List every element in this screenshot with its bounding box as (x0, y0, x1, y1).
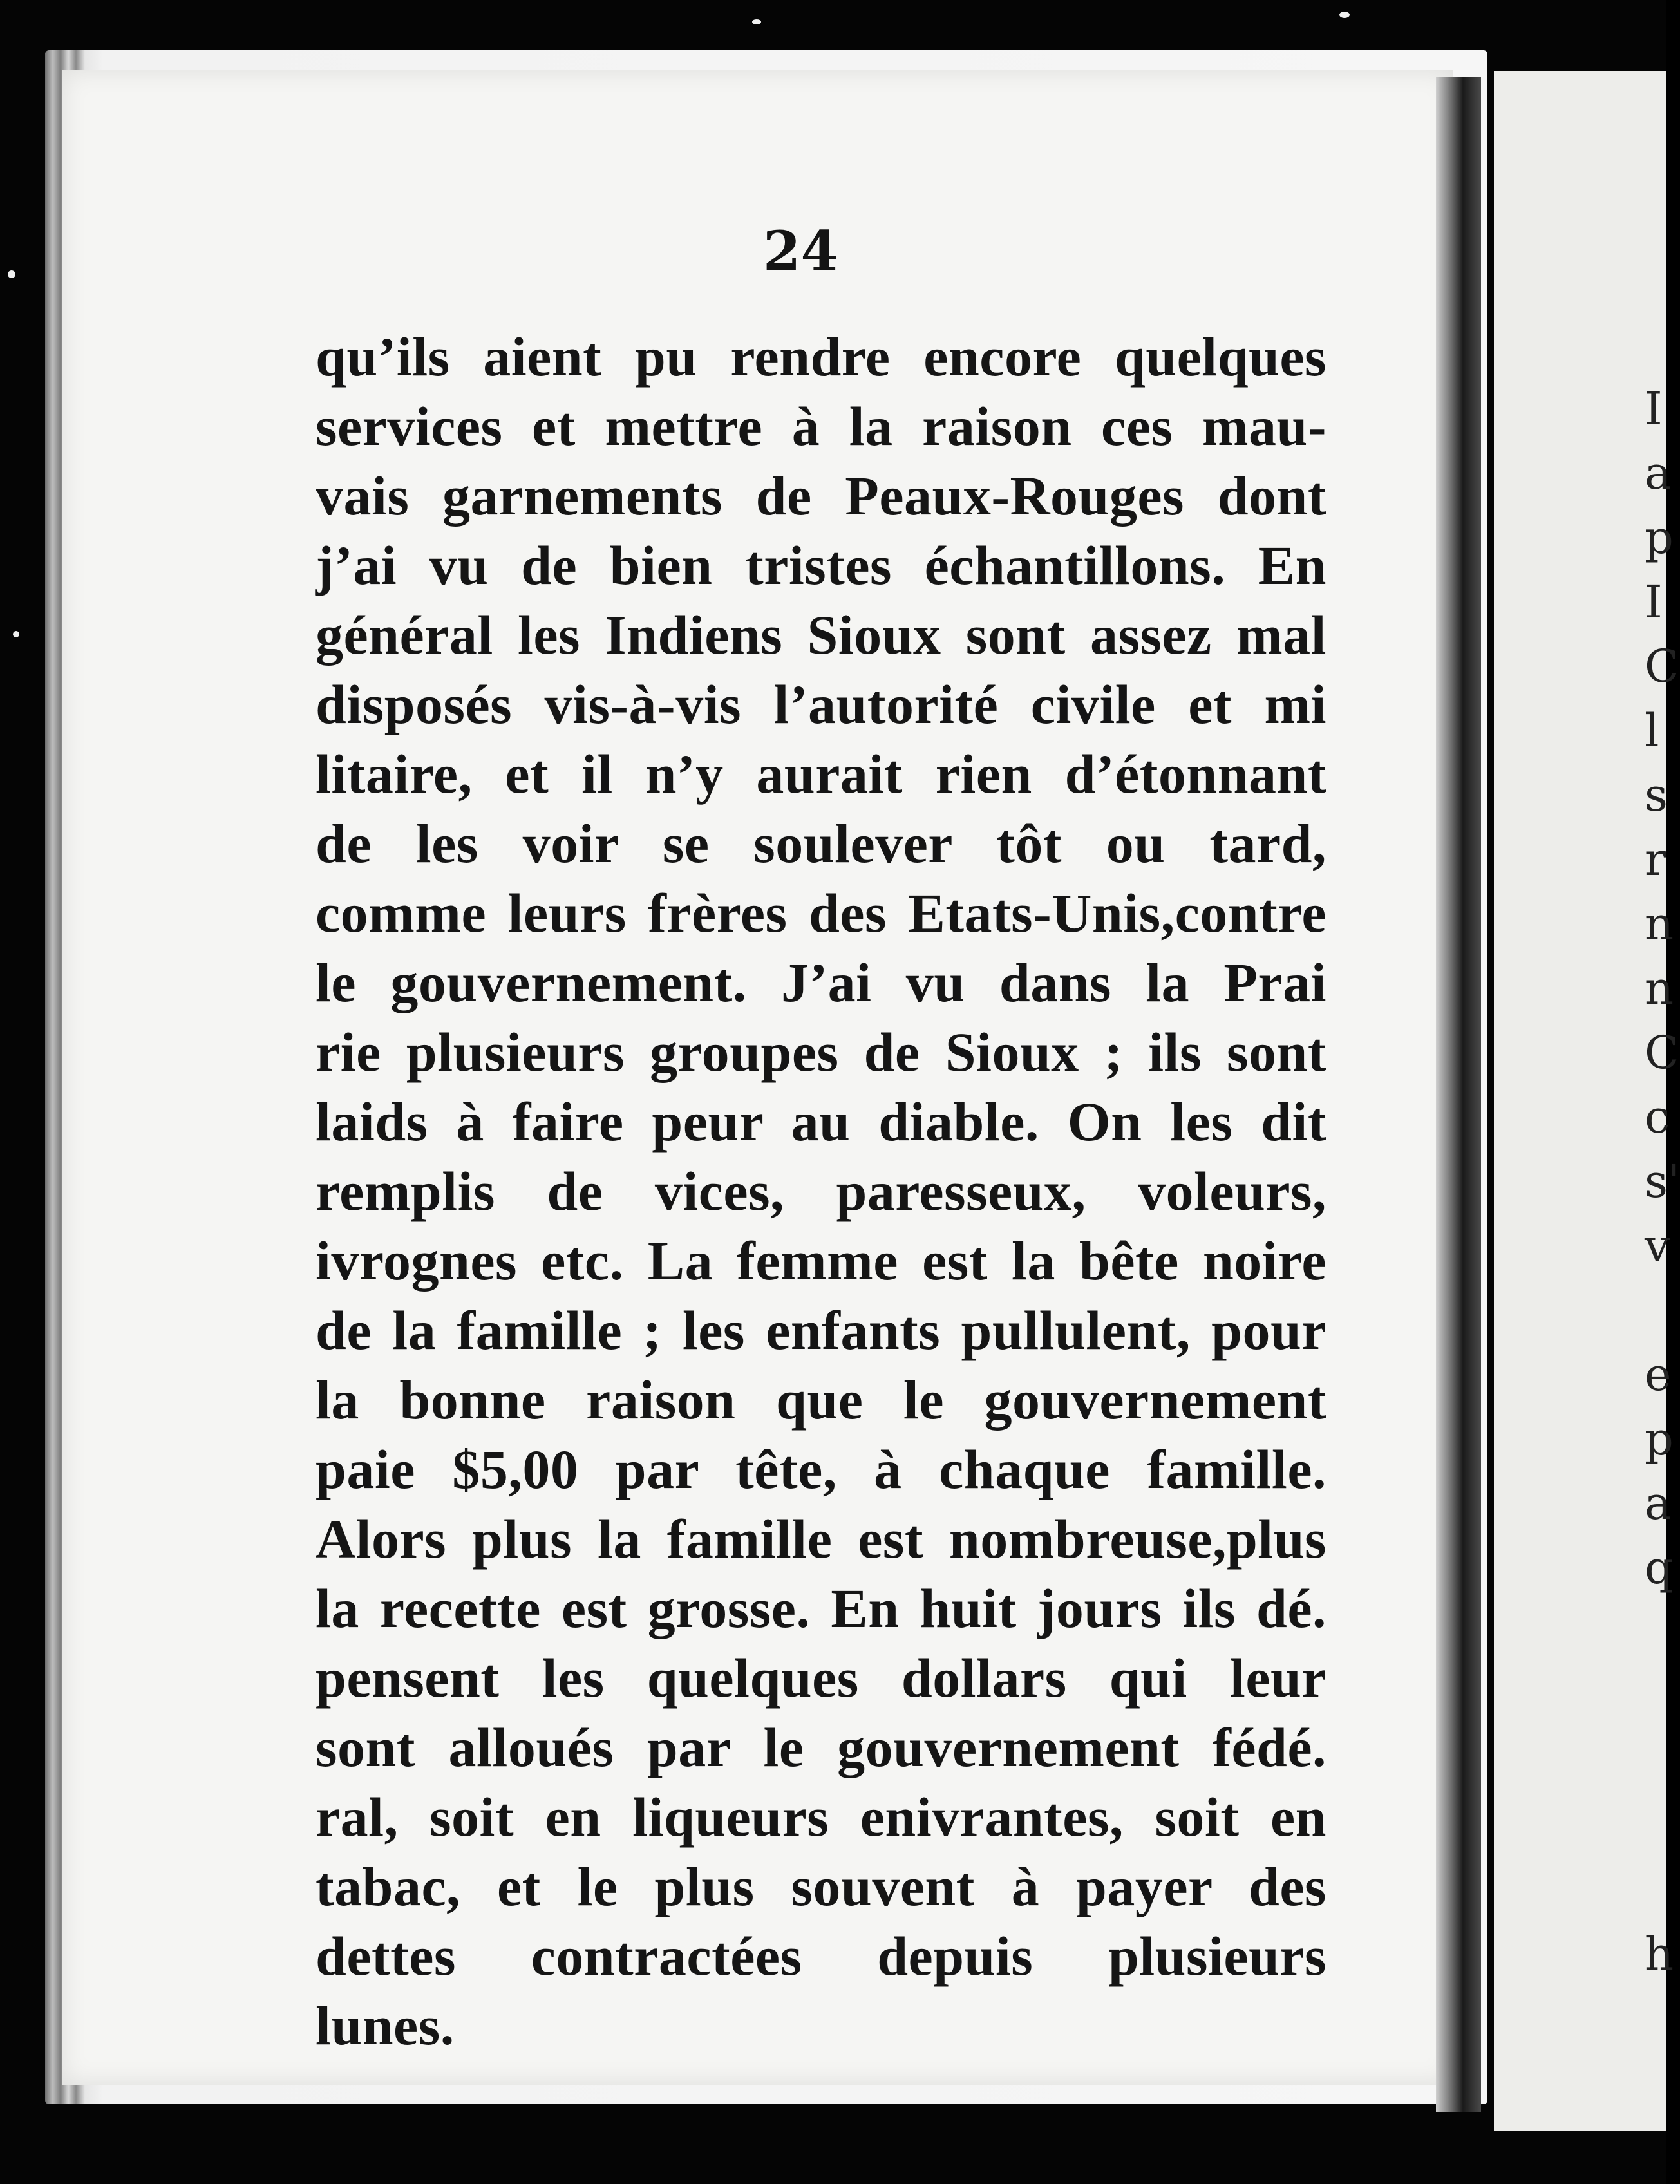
facing-page-letter: a (1645, 1477, 1672, 1530)
text-line: ral, soit en liqueurs enivrantes, soit en (316, 1786, 1326, 1848)
text-line: paie $5,00 par tête, à chaque famille. (316, 1438, 1326, 1500)
text-line: le gouvernement. J’ai vu dans la Prai (316, 952, 1326, 1013)
text-line: j’ai vu de bien tristes échantillons. En (316, 534, 1326, 596)
text-line: laids à faire peur au diable. On les dit (316, 1091, 1326, 1153)
facing-page-letter: n (1645, 898, 1674, 950)
text-line: dettes contractées depuis plusieurs (316, 1925, 1326, 1987)
text-line: général les Indiens Sioux sont assez mal (316, 604, 1326, 666)
scan-speck (752, 19, 761, 24)
text-line: de la famille ; les enfants pullulent, pour (316, 1299, 1326, 1361)
facing-page-letter: v (1645, 1219, 1670, 1272)
facing-page-letter: C (1645, 1026, 1679, 1079)
facing-page-letter: h (1645, 1928, 1674, 1981)
facing-page-letter: a (1645, 447, 1672, 500)
text-line: ivrognes etc. La femme est la bête noire (316, 1230, 1326, 1292)
facing-page-letter: s (1645, 769, 1668, 822)
text-line: vais garnements de Peaux-Rouges dont (316, 465, 1326, 527)
facing-page-letter: C (1645, 640, 1679, 693)
text-line: Alors plus la famille est nombreuse,plus (316, 1508, 1326, 1570)
text-line: qu’ils aient pu rendre encore quelques (316, 326, 1326, 388)
facing-page (1494, 71, 1680, 2131)
book-gutter (1436, 77, 1481, 2112)
page-number: 24 (763, 219, 838, 283)
text-line: services et mettre à la raison ces mau- (316, 395, 1326, 457)
facing-page-letter: p (1645, 1413, 1674, 1465)
text-line: sont alloués par le gouvernement fédé. (316, 1717, 1326, 1778)
facing-page-letter: I (1645, 576, 1663, 628)
facing-page-letter: I (1645, 382, 1663, 435)
text-line: comme leurs frères des Etats-Unis,contre (316, 882, 1326, 944)
facing-page-letter: e (1645, 1348, 1672, 1401)
text-line: litaire, et il n’y aurait rien d’étonnant (316, 743, 1326, 805)
facing-page-letter: s' (1645, 1155, 1680, 1208)
facing-page-letter: c (1645, 1091, 1670, 1144)
text-line: la bonne raison que le gouvernement (316, 1369, 1326, 1431)
facing-page-letter: q (1645, 1541, 1674, 1594)
facing-page-letter: p (1645, 511, 1674, 564)
text-line: remplis de vices, paresseux, voleurs, (316, 1160, 1326, 1222)
scan-speck (1339, 12, 1350, 18)
facing-page-letter: l (1645, 704, 1659, 757)
page-text (316, 322, 1326, 2060)
facing-page-letter: r (1645, 833, 1666, 886)
scan-speck (13, 631, 19, 637)
text-line: la recette est grosse. En huit jours ils dé. (316, 1577, 1326, 1639)
scan-speck (8, 270, 15, 278)
text-line: pensent les quelques dollars qui leur (316, 1647, 1326, 1709)
text-line: tabac, et le plus souvent à payer des (316, 1856, 1326, 1917)
facing-page-letter: n (1645, 962, 1674, 1015)
text-line: de les voir se soulever tôt ou tard, (316, 813, 1326, 874)
text-line: disposés vis-à-vis l’autorité civile et mi (316, 673, 1326, 735)
text-line: rie plusieurs groupes de Sioux ; ils sont (316, 1021, 1326, 1083)
text-line: lunes. (316, 1995, 455, 2057)
